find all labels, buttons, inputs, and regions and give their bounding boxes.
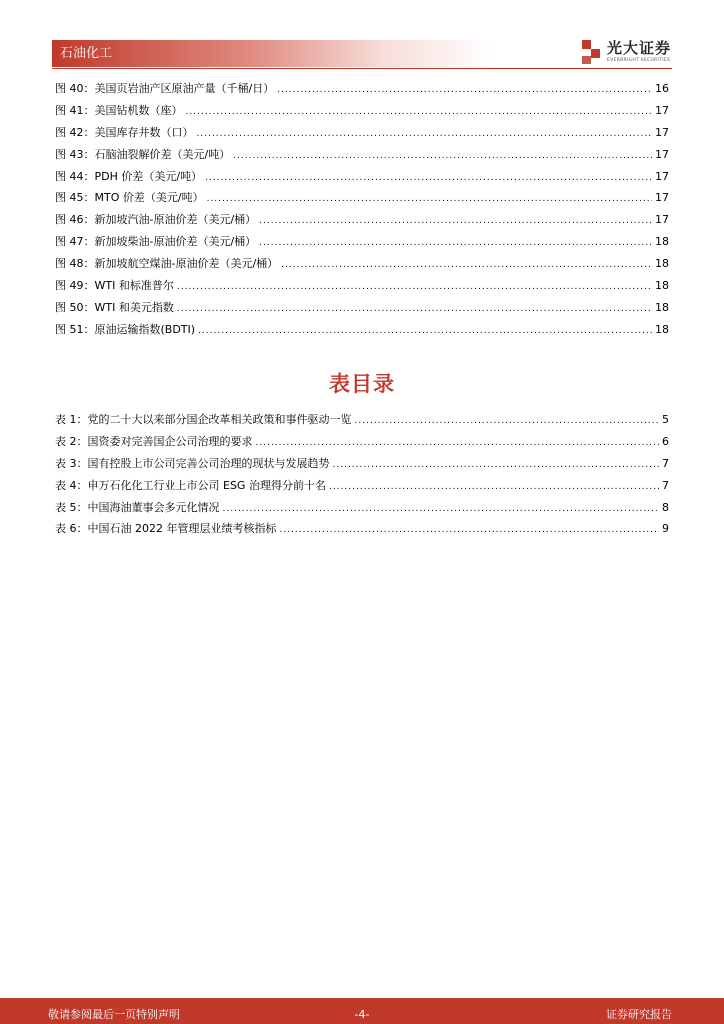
dot-leader [197, 124, 653, 146]
dot-leader [207, 189, 652, 211]
figure-entry[interactable] [55, 100, 669, 122]
dot-leader [277, 80, 652, 102]
entry-page: 17 [655, 169, 669, 183]
entry-page: 5 [662, 413, 669, 426]
table-entry[interactable] [55, 518, 669, 540]
entry-page: 18 [655, 279, 669, 293]
figure-entry[interactable] [55, 231, 669, 253]
footer-disclaimer: 敬请参阅最后一页特别声明 [48, 1008, 180, 1021]
dot-leader [198, 321, 652, 343]
dot-leader [223, 499, 660, 521]
entry-label: 表 3：国有控股上市公司完善公司治理的现状与发展趋势 [55, 456, 330, 470]
table-entry[interactable] [55, 409, 669, 431]
entry-label: 表 6：中国石油 2022 年管理层业绩考核指标 [55, 522, 277, 536]
dot-leader [355, 411, 660, 433]
dot-leader [259, 233, 652, 255]
header-band [52, 40, 492, 67]
entry-page: 17 [655, 125, 669, 139]
entry-label: 表 1：党的二十大以来部分国企改革相关政策和事件驱动一览 [55, 413, 352, 426]
figure-entry[interactable] [55, 144, 669, 166]
entry-page: 7 [662, 478, 669, 492]
dot-leader [177, 299, 652, 321]
logo-name: 光大证券 [607, 39, 672, 57]
entry-label: 表 4：申万石化化工行业上市公司 ESG 治理得分前十名 [55, 478, 326, 492]
figure-entry[interactable] [55, 187, 669, 209]
entry-page: 6 [662, 434, 669, 448]
figure-entry[interactable] [55, 122, 669, 144]
entry-label: 图 50：WTI 和美元指数 [55, 300, 174, 314]
logo-subtitle: EVERBRIGHT SECURITIES [607, 58, 671, 63]
entry-label: 图 49：WTI 和标准普尔 [55, 279, 174, 293]
table-entry[interactable] [55, 475, 669, 497]
dot-leader [259, 211, 652, 233]
entry-page: 9 [662, 522, 669, 536]
entry-page: 17 [655, 147, 669, 161]
dot-leader [333, 455, 660, 477]
figure-entry[interactable] [55, 275, 669, 297]
footer-report-type: 证券研究报告 [606, 1008, 672, 1021]
dot-leader [329, 477, 659, 499]
entry-label: 表 2：国资委对完善国企公司治理的要求 [55, 434, 253, 448]
dot-leader [281, 255, 652, 277]
entry-page: 7 [662, 456, 669, 470]
figure-entry[interactable] [55, 319, 669, 341]
figure-list [55, 78, 669, 341]
dot-leader [233, 146, 652, 168]
entry-label: 图 46：新加坡汽油-原油价差（美元/桶） [55, 213, 257, 227]
header-divider [52, 68, 672, 69]
dot-leader [256, 433, 660, 455]
entry-label: 图 45：MTO 价差（美元/吨） [55, 191, 204, 205]
entry-label: 表 5：中国海油董事会多元化情况 [55, 500, 220, 514]
entry-page: 17 [655, 213, 669, 227]
entry-page: 18 [655, 257, 669, 271]
entry-label: 图 42：美国库存井数（口） [55, 125, 194, 139]
entry-label: 图 43：石脑油裂解价差（美元/吨） [55, 147, 231, 161]
entry-label: 图 47：新加坡柴油-原油价差（美元/桶） [55, 235, 257, 249]
entry-page: 18 [655, 322, 669, 336]
entry-page: 8 [662, 500, 669, 514]
entry-label: 图 40：美国页岩油产区原油产量（千桶/日） [55, 82, 275, 95]
figure-entry[interactable] [55, 209, 669, 231]
everbright-logo-icon [580, 38, 602, 66]
logo [580, 38, 680, 66]
entry-page: 18 [655, 300, 669, 314]
figure-entry[interactable] [55, 166, 669, 188]
table-entry[interactable] [55, 431, 669, 453]
figure-entry[interactable] [55, 78, 669, 100]
entry-page: 17 [655, 191, 669, 205]
section-title: 石油化工 [60, 46, 113, 61]
entry-label: 图 51：原油运输指数(BDTI) [55, 322, 196, 336]
page-number: -4- [354, 1008, 370, 1021]
dot-leader [279, 520, 659, 542]
tables-heading: 表目录 [329, 372, 395, 396]
entry-page: 16 [655, 82, 669, 95]
table-list [55, 409, 669, 540]
table-entry[interactable] [55, 497, 669, 519]
entry-page: 17 [655, 103, 669, 117]
figure-entry[interactable] [55, 253, 669, 275]
table-entry[interactable] [55, 453, 669, 475]
dot-leader [186, 102, 653, 124]
entry-label: 图 41：美国钻机数（座） [55, 103, 183, 117]
dot-leader [177, 277, 652, 299]
dot-leader [205, 168, 652, 190]
entry-label: 图 44：PDH 价差（美元/吨） [55, 169, 203, 183]
entry-page: 18 [655, 235, 669, 249]
figure-entry[interactable] [55, 297, 669, 319]
entry-label: 图 48：新加坡航空煤油-原油价差（美元/桶） [55, 257, 279, 271]
